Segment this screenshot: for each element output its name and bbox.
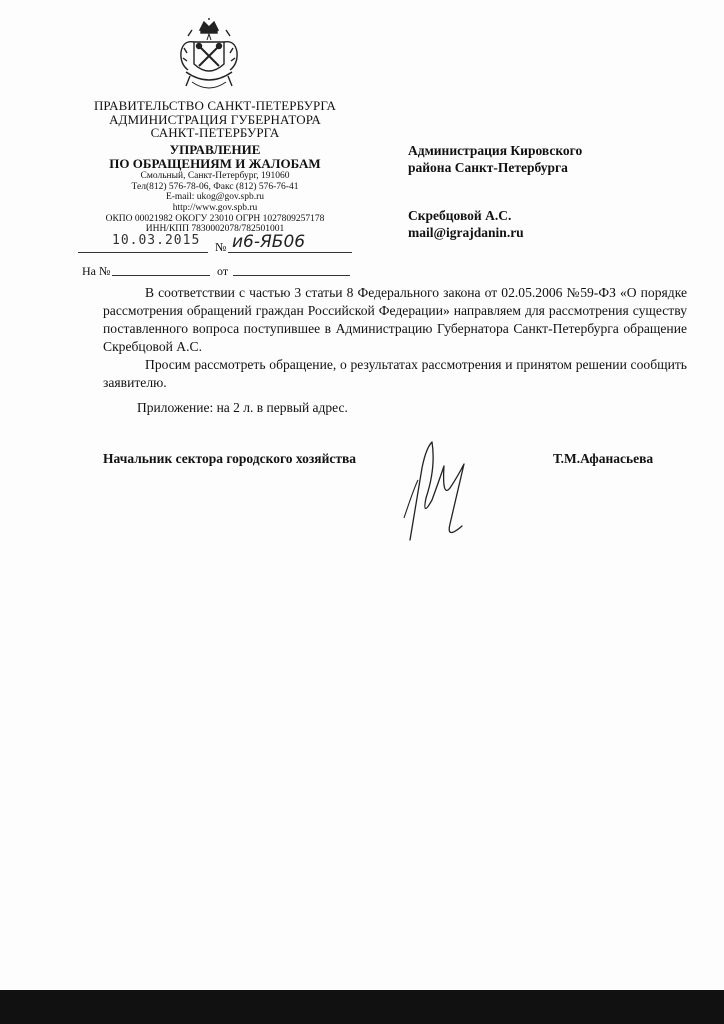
issuer-dept-line: ПО ОБРАЩЕНИЯМ И ЖАЛОБАМ	[109, 155, 321, 171]
issuer-org-line: АДМИНИСТРАЦИЯ ГУБЕРНАТОРА	[109, 111, 321, 127]
contact-address: Смольный, Санкт-Петербург, 191060	[140, 171, 290, 181]
contact-inn: ИНН/КПП 7830002078/782501001	[145, 224, 285, 235]
issuer-contacts	[80, 171, 350, 235]
registration-number-handwritten: и6-ЯБ06	[232, 232, 306, 252]
addressee-email: mail@igrajdanin.ru	[408, 224, 524, 240]
addressee-person	[408, 208, 524, 242]
handwritten-signature	[392, 428, 492, 558]
contact-website: http://www.gov.spb.ru	[172, 202, 258, 213]
reply-number-label: На №	[82, 264, 111, 278]
letter-body	[103, 284, 687, 392]
reply-date-blank	[233, 275, 350, 276]
scan-edge-band	[0, 990, 724, 1024]
reply-date-label: от	[217, 264, 229, 278]
registration-number-label: №	[215, 240, 227, 254]
contact-codes: ОКПО 00021982 ОКОГУ 23010 ОГРН 1027809257178	[105, 213, 325, 224]
signatory-name: Т.М.Афанасьева	[553, 451, 654, 466]
body-paragraph: Просим рассмотреть обращение, о результатах рассмотрения и принятом решении сообщить заявителю.	[103, 356, 687, 390]
issuer-organization	[80, 99, 350, 140]
reply-number-blank	[112, 275, 210, 276]
date-underline	[78, 252, 208, 253]
coat-of-arms-icon	[178, 18, 240, 96]
addressee-name: Скребцовой А.С.	[408, 208, 512, 223]
number-underline	[228, 252, 352, 253]
issuer-org-line: САНКТ-ПЕТЕРБУРГА	[150, 125, 280, 141]
issuer-department	[80, 143, 350, 170]
addressee-organization	[408, 143, 582, 177]
signatory-title: Начальник сектора городского хозяйства	[103, 451, 357, 466]
contact-email: E-mail: ukog@gov.spb.ru	[165, 192, 265, 203]
addressee-org-line: района Санкт-Петербурга	[408, 159, 568, 175]
issuer-dept-line: УПРАВЛЕНИЕ	[169, 142, 261, 157]
addressee-org-line: Администрация Кировского	[408, 143, 583, 158]
body-paragraph: В соответствии с частью 3 статьи 8 Федерального закона от 02.05.2006 №59-ФЗ «О порядке рассмотрения обращений граждан Российской Федерации» направляем для рассмотрения существу поставленного вопроса поступившее в Администрацию Губернатора Санкт-Петербурга обращение Скребцовой А.С.	[103, 285, 687, 354]
contact-phone: Тел(812) 576-78-06, Факс (812) 576-76-41	[131, 181, 299, 192]
registration-date-stamp: 10.03.2015	[112, 233, 201, 248]
attachment-note: Приложение: на 2 л. в первый адрес.	[137, 400, 348, 415]
issuer-org-line: ПРАВИТЕЛЬСТВО САНКТ-ПЕТЕРБУРГА	[93, 98, 337, 113]
